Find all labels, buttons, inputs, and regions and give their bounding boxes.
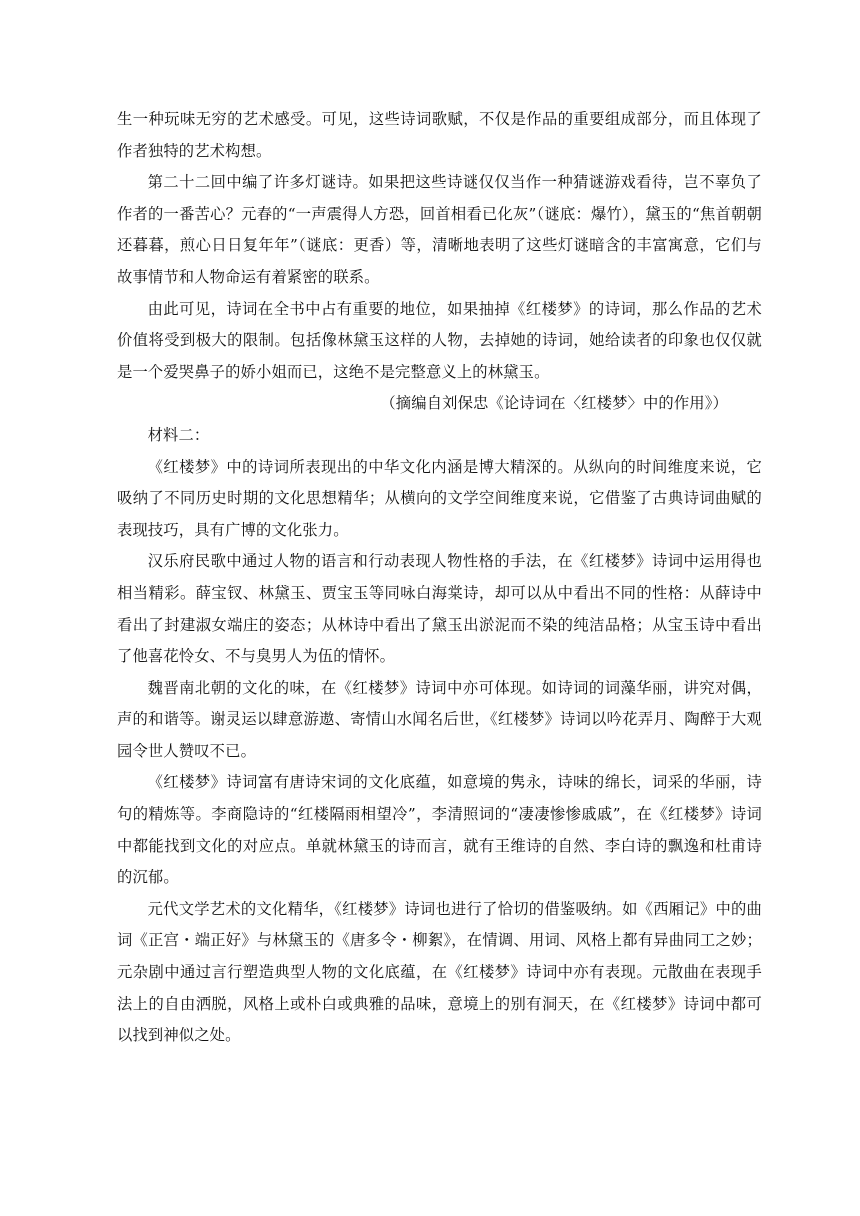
paragraph-wei-jin: 魏晋南北朝的文化的味，在《红楼梦》诗词中亦可体现。如诗词的词藻华丽，讲究对偶，声的和谐等。谢灵运以肆意游遨、寄情山水闻名后世，《红楼梦》诗词以吟花弄月、陶醉于大观园令世人赞叹不已。 [117, 678, 762, 760]
paragraph-continuation: 生一种玩味无穷的艺术感受。可见，这些诗词歌赋，不仅是作品的重要组成部分，而且体现了作者独特的艺术构想。 [117, 110, 762, 160]
paragraph-conclusion: 由此可见，诗词在全书中占有重要的地位，如果抽掉《红楼梦》的诗词，那么作品的艺术价值将受到极大的限制。包括像林黛玉这样的人物，去掉她的诗词，她给读者的印象也仅仅就是一个爱哭鼻子的娇小姐而已，这绝不是完整意义上的林黛玉。 [117, 299, 762, 381]
document-body [117, 104, 762, 1052]
paragraph-yuan-dynasty: 元代文学艺术的文化精华，《红楼梦》诗词也进行了恰切的借鉴吸纳。如《西厢记》中的曲词《正宫・端正好》与林黛玉的《唐多令・柳絮》，在情调、用词、风格上都有异曲同工之妙；元杂剧中通过言行塑造典型人物的文化底蕴，在《红楼梦》诗词中亦有表现。元散曲在表现手法上的自由洒脱，风格上或朴白或典雅的品味，意境上的别有洞天，在《红楼梦》诗词中都可以找到神似之处。 [117, 899, 762, 1045]
paragraph-han-yuefu: 汉乐府民歌中通过人物的语言和行动表现人物性格的手法，在《红楼梦》诗词中运用得也相当精彩。薛宝钗、林黛玉、贾宝玉等同咏白海棠诗，却可以从中看出不同的性格：从薛诗中看出了封建淑女端庄的姿态；从林诗中看出了黛玉出淤泥而不染的纯洁品格；从宝玉诗中看出了他喜花怜女、不与臭男人为伍的情怀。 [117, 552, 762, 666]
source-citation: （摘编自刘保忠《论诗词在〈红楼梦〉中的作用》） [380, 394, 728, 413]
paragraph-lantern-riddles: 第二十二回中编了许多灯谜诗。如果把这些诗谜仅仅当作一种猜谜游戏看待，岂不辜负了作者的一番苦心？元春的“一声震得人方恐，回首相看已化灰”（谜底：爆竹），黛玉的“焦首朝朝还暮暮，煎心日日复年年”（谜底：更香）等，清晰地表明了这些灯谜暗含的丰富寓意，它们与故事情节和人物命运有着紧密的联系。 [117, 173, 762, 286]
paragraph-tang-song: 《红楼梦》诗词富有唐诗宋词的文化底蕴，如意境的隽永，诗味的绵长，词采的华丽，诗句的精炼等。李商隐诗的“红楼隔雨相望冷”，李清照词的“凄凄惨惨戚戚”，在《红楼梦》诗词中都能找到文化的对应点。单就林黛玉的诗而言，就有王维诗的自然、李白诗的飘逸和杜甫诗的沉郁。 [117, 773, 762, 887]
material-two-label: 材料二： [147, 425, 210, 444]
paragraph-cultural-connotation: 《红楼梦》中的诗词所表现出的中华文化内涵是博大精深的。从纵向的时间维度来说，它吸纳了不同历史时期的文化思想精华；从横向的文学空间维度来说，它借鉴了古典诗词曲赋的表现技巧，具有广博的文化张力。 [117, 457, 762, 539]
